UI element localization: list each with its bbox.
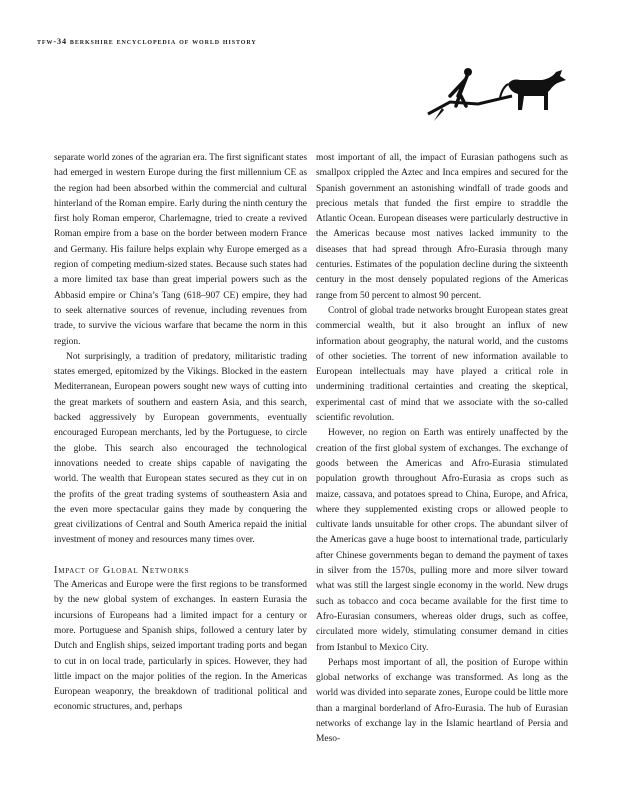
paragraph: Not surprisingly, a tradition of predatory, militaristic trading states emerged, epitomized by the Vikings. Blocked in the eastern Mediterranean, European powers sought new ways of cutting into the great markets of southern and eastern Asia, and this search, backed aggressively by European governments, eventually encouraged European merchants, led by the Portuguese, to circle the globe. This search also encouraged the technological innovations needed to create ships capable of navigating the world. The wealth that European states secured as they cut in on the profits of the great trading systems of southeastern Asia and the even more spectacular gains they made by conquering the great civilizations of Central and South America repaid the initial investment of money and resources many times over. — [54, 351, 307, 546]
paragraph: Control of global trade networks brought European states great commercial wealth, but it also brought an influx of new information about geography, the natural world, and the customs of other societies. The torrent of new information available to European intellectuals may have played a critical role in undermining traditional certainties and creating the skeptical, experimental cast of mind that we associate with the so-called scientific revolution. — [316, 305, 568, 424]
paragraph: The Americas and Europe were the first regions to be transformed by the new global system of exchanges. In eastern Eurasia the incursions of Europeans had a limited impact for a century or more. Portuguese and Spanish ships, followed a century later by Dutch and English ships, seized important trading ports and began to cut in on local trade, particularly in spices. However, they had little impact on the major polities of the region. In the Americas European weaponry, the breakdown of traditional political and economic structures, and, perhaps — [54, 580, 307, 713]
paragraph: most important of all, the impact of Eurasian pathogens such as smallpox crippled the Aztec and Inca empires and secured for the Spanish government an astonishing windfall of trade goods and precious metals that funded the first empire to straddle the Atlantic Ocean. European diseases were particularly destructive in the Americas because most natives lacked immunity to the diseases that had spread through Afro-Eurasia through many centuries. Estimates of the population decline during the sixteenth century in the most densely populated regions of the Americas range from 50 percent to almost 90 percent. — [316, 153, 568, 301]
right-column — [316, 151, 568, 748]
section-heading: Impact of Global Networks — [54, 564, 190, 576]
paragraph: Perhaps most important of all, the position of Europe within global networks of exchange was transformed. As long as the world was divided into separate zones, Europe could be little more than a marginal borderland of Afro-Eurasia. The hub of Eurasian networks of exchange lay in the Islamic heartland of Persia and Meso- — [316, 657, 568, 745]
paragraph: However, no region on Earth was entirely unaffected by the creation of the first global system of exchanges. The exchange of goods between the Americas and Afro-Eurasia stimulated population growth throughout Afro-Eurasia as crops such as maize, cassava, and potatoes spread to China, Europe, and Africa, where they supplemented existing crops or allowed people to cultivate lands unsuitable for other crops. The abundant silver of the Americas gave a huge boost to international trade, particularly after Chinese governments began to demand the payment of taxes in silver from the 1570s, pulling more and more silver toward what was still the largest single economy in the world. New drugs such as tobacco and coca became available for the first time to Afro-Eurasian consumers, whereas older drugs, such as coffee, circulated more widely, stimulating consumer demand in cities from Istanbul to Mexico City. — [316, 428, 568, 653]
running-head: tfw-34 berkshire encyclopedia of world history — [37, 37, 257, 46]
left-column — [54, 151, 307, 716]
plowman-with-horse-vignette-icon — [420, 66, 570, 126]
paragraph: separate world zones of the agrarian era. The first significant states had emerged in western Europe during the first millennium CE as the region had been absorbed within the commercial and cultural hinterland of the Roman empire. Early during the ninth century the first holy Roman emperor, Charlemagne, tried to create a revived Roman empire from a base on the border between modern France and Germany. His failure helps explain why Europe emerged as a region of competing medium-sized states. Because such states had a more limited tax base than great imperial powers such as the Abbasid empire or China’s Tang (618–907 CE) empire, they had to seek alternative sources of revenue, including revenues from trade, to survive the vicious warfare that became the norm in this region. — [54, 153, 307, 347]
